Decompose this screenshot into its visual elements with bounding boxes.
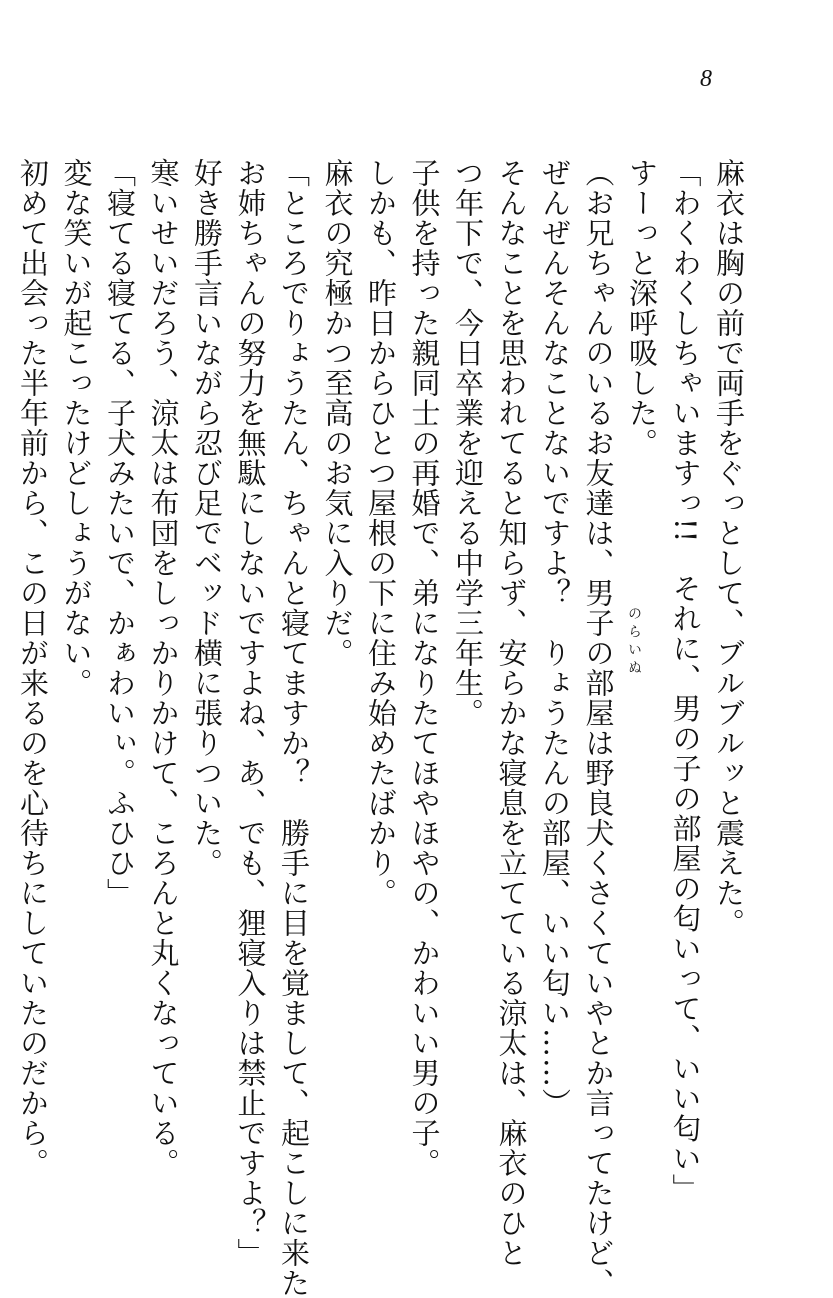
page-number: 8 <box>700 66 712 92</box>
text-line: 「わくわくしちゃいますっ!! それに、男の子の部屋の匂いって、いい匂い」 <box>668 158 703 1204</box>
text-line: 変な笑いが起こったけどしょうがない。 <box>59 158 94 698</box>
text-line: 好き勝手言いながら忍び足でベッド横に張りついた。 <box>190 158 224 878</box>
body-text <box>16 158 750 1298</box>
text-line: 麻衣は胸の前で両手をぐっとして、ブルブルッと震えた。 <box>712 158 746 938</box>
text-line: 「ところでりょうたん、ちゃんと寝てますか？ 勝手に目を覚まして、起こしに来た <box>277 158 311 1298</box>
text-line: （お兄ちゃんのいるお友達は、男子の部屋は野良犬くさくていやとか言ってたけど、 <box>581 158 616 1298</box>
text-line: 初めて出会った半年前から、この日が来るのを心待ちにしていたのだから。 <box>16 158 50 1178</box>
text-line: つ年下で、今日卒業を迎える中学三年生。 <box>451 158 485 728</box>
text-line: 麻衣の究極かつ至高のお気に入りだ。 <box>320 158 355 668</box>
text-line: しかも、昨日からひとつ屋根の下に住み始めたばかり。 <box>364 158 398 908</box>
text-line: ぜんぜんそんなことないですよ？ りょうたんの部屋、いい匂い……） <box>538 158 572 1118</box>
text-line: すーっと深呼吸した。 <box>625 158 659 458</box>
text-line: そんなことを思われてると知らず、安らかな寝息を立てている涼太は、麻衣のひと <box>494 158 529 1268</box>
text-line: 「寝てる寝てる、子犬みたいで、かぁわいぃ。ふひひ」 <box>103 158 137 908</box>
text-line: 子供を持った親同士の再婚で、弟になりたてほやほやの、かわいい男の子。 <box>407 158 442 1178</box>
text-line: 寒いせいだろう、涼太は布団をしっかりかけて、ころんと丸くなっている。 <box>146 158 181 1178</box>
ruby-reading: のらいぬ <box>626 606 642 678</box>
text-line: お姉ちゃんの努力を無駄にしないですよね、あ、でも、狸寝入りは禁止ですよ？」 <box>233 158 268 1268</box>
